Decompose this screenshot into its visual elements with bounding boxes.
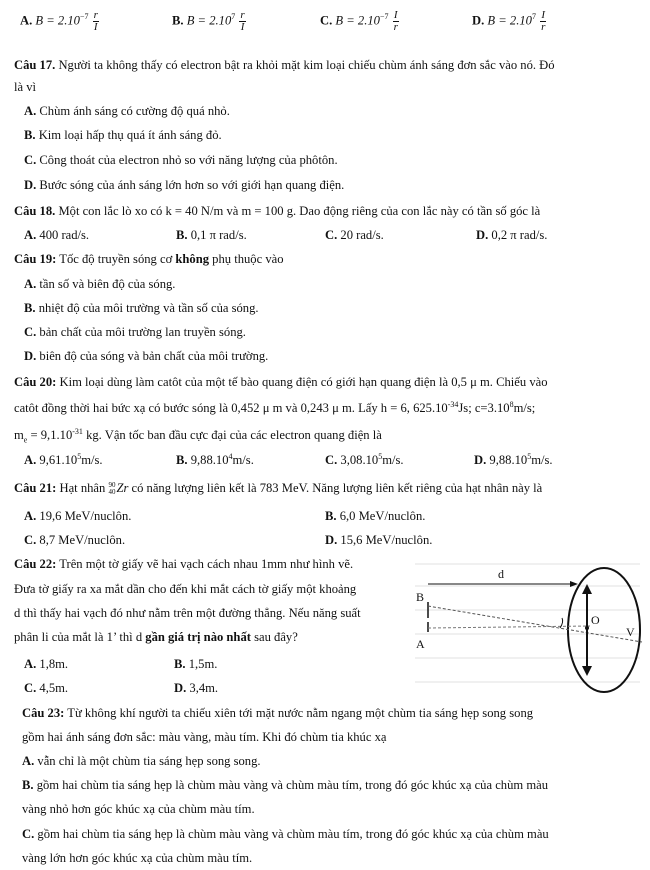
option-label: A. [22,754,35,768]
exponent: 5 [527,451,532,461]
numerator: r [240,9,245,21]
label-a: A [416,637,425,651]
q17-option-a [24,103,230,119]
option-label: A. [20,13,33,28]
question-text: phân li của mắt là 1’ thì d [14,630,146,644]
question-text: gồm hai ánh sáng đơn sắc: màu vàng, màu tím. Khi đó chùm tia khúc xạ [22,730,387,744]
q22-stem [14,556,353,572]
option-text: m/s. [81,453,103,467]
question-text: Người ta không thấy có electron bật ra khỏi mặt kim loại chiếu chùm ánh sáng đơn sắc vào nó. Đó [55,58,555,72]
q22-stem-line2 [14,581,356,597]
option-text: 1,5m. [185,657,218,671]
q22-option-a [24,656,68,672]
q22-option-b [174,656,217,672]
option-text: Bước sóng của ánh sáng lớn hơn so với giới hạn quang điện. [36,178,345,192]
option-text: 0,1 π rad/s. [187,228,247,242]
option-formula: B = 2.10 [35,13,80,28]
question-emphasis: gần giá trị nào nhất [145,630,251,644]
option-label: A. [24,509,37,523]
option-text: gồm hai chùm tia sáng hẹp là chùm màu vàng và chùm màu tím, trong đó góc khúc xạ của chùm màu [33,778,549,792]
q23-stem-line2 [22,729,386,745]
option-text: 4,5m. [36,681,69,695]
fraction [540,10,546,33]
q22-stem-line4 [14,629,298,645]
numerator: I [393,9,398,21]
q23-option-b-cont [22,801,255,817]
question-text: Từ không khí người ta chiếu xiên tới mặt nước nằm ngang một chùm tia sáng hẹp song song [64,706,534,720]
option-text: 19,6 MeV/nuclôn. [36,509,132,523]
option-text: 20 rad/s. [337,228,384,242]
option-text: Công thoát của electron nhỏ so với năng lượng của phôtôn. [36,153,338,167]
option-text: 1,8m. [36,657,69,671]
question-text: m [14,428,24,442]
q16-option-c [320,10,399,33]
q18-stem [14,203,540,219]
optical-center [585,626,589,630]
q21-option-c [24,532,125,548]
option-label: C. [24,325,37,339]
q23-stem [22,705,533,721]
option-formula: B = 2.10 [335,13,380,28]
nuclide-symbol: Zr [116,481,129,495]
question-text: Js; c=3.10 [458,401,510,415]
exponent: -31 [72,426,83,436]
q16-option-d [472,10,546,33]
option-label: B. [174,657,186,671]
question-text: Một con lắc lò xo có k = 40 N/m và m = 100 g. Dao động riêng của con lắc này có tần số góc là [55,204,541,218]
option-text: vẫn chỉ là một chùm tia sáng hẹp song song. [34,754,261,768]
question-label: Câu 21: [14,481,57,495]
option-text: vàng lớn hơn góc khúc xạ của chùm màu tím. [22,851,253,865]
option-formula: B = 2.10 [186,13,232,28]
q20-option-b [176,452,254,468]
q23-option-a [22,753,261,769]
option-label: B. [176,228,188,242]
q19-option-a [24,276,175,292]
question-text: Trên một tờ giấy vẽ hai vạch cách nhau 1mm như hình vẽ. [56,557,354,571]
option-label: C. [24,681,37,695]
option-label: A. [24,228,37,242]
option-label: A. [24,453,37,467]
q20-option-d [474,452,553,468]
option-text: 3,4m. [186,681,219,695]
option-text: tần số và biên độ của sóng. [36,277,176,291]
question-label: Câu 23: [22,706,65,720]
question-label: Câu 18. [14,204,56,218]
question-text: là vì [14,80,37,94]
option-text: nhiệt độ của môi trường và tần số của sóng. [35,301,259,315]
q20-stem-line2 [14,400,535,416]
option-label: C. [24,153,37,167]
mass-number: 90 [108,481,116,490]
option-text: 15,6 MeV/nuclôn. [337,533,433,547]
exponent: 7 [531,12,536,22]
ray-b [428,606,642,642]
question-text: Kim loại dùng làm catôt của một tế bào quang điện có giới hạn quang điện là 0,5 μ m. Chiếu vào [56,375,548,389]
option-formula: B = 2.10 [487,13,532,28]
label-d: d [498,567,504,581]
q23-option-c [22,826,549,842]
option-text: m/s. [232,453,254,467]
denominator: I [240,21,245,33]
q22-stem-line3 [14,605,361,621]
label-b: B [416,590,425,604]
option-label: B. [325,509,337,523]
q18-option-c [325,227,384,243]
option-label: B. [176,453,188,467]
option-text: 6,0 MeV/nuclôn. [336,509,426,523]
denominator: r [393,21,398,33]
option-text: m/s. [382,453,404,467]
question-label: Câu 22: [14,557,57,571]
q21-stem [14,480,542,496]
option-label: D. [24,349,37,363]
question-label: Câu 19: [14,252,57,266]
exponent: 5 [77,451,82,461]
q18-option-d [476,227,547,243]
option-label: B. [22,778,34,792]
option-label: D. [24,178,37,192]
q20-stem-line3 [14,427,382,443]
option-label: B. [24,128,36,142]
q20-option-c [325,452,404,468]
option-text: 9,88.10 [486,453,528,467]
q21-option-b [325,508,425,524]
option-text: 9,88.10 [187,453,229,467]
q18-option-a [24,227,89,243]
option-label: D. [325,533,338,547]
option-label: B. [172,13,184,28]
q19-option-d [24,348,268,364]
arrow-head-down [582,666,592,676]
q22-option-c [24,680,68,696]
q17-option-d [24,177,344,193]
q17-option-c [24,152,338,168]
atomic-number: 40 [108,488,116,497]
option-text: Chùm ánh sáng có cường độ quá nhỏ. [36,104,230,118]
q20-option-a [24,452,103,468]
option-label: A. [24,104,37,118]
option-text: m/s. [531,453,553,467]
question-text: catôt đồng thời hai bức xạ có bước sóng là 0,452 μ m và 0,243 μ m. Lấy h = 6, 625.10 [14,401,448,415]
q19-stem [14,251,284,267]
exponent: 7 [231,12,236,22]
question-label: Câu 20: [14,375,57,389]
q16-option-a [20,10,99,33]
option-label: C. [325,228,338,242]
exponent: 4 [228,451,233,461]
option-text: 400 rad/s. [36,228,90,242]
question-text: Hạt nhân [56,481,109,495]
exponent: −7 [79,12,89,22]
option-text: Kim loại hấp thụ quá ít ánh sáng đỏ. [35,128,222,142]
option-label: B. [24,301,36,315]
ray-a [428,626,590,628]
q19-option-b [24,300,259,316]
option-text: biên độ của sóng và bản chất của môi trường. [36,349,269,363]
q21-option-d [325,532,432,548]
angle-arc [560,618,563,628]
option-label: C. [325,453,338,467]
q17-option-b [24,127,222,143]
nuclide-numbers [108,482,115,496]
option-label: A. [24,277,37,291]
option-label: D. [472,13,485,28]
option-label: C. [22,827,35,841]
option-label: D. [174,681,187,695]
q16-option-b [172,10,246,33]
exponent: 5 [378,451,383,461]
option-label: C. [24,533,37,547]
numerator: r [93,9,98,21]
fraction [393,10,399,33]
option-text: 0,2 π rad/s. [488,228,548,242]
q20-stem [14,374,548,390]
q19-option-c [24,324,246,340]
question-text: = 9,1.10 [27,428,73,442]
option-text: 3,08.10 [337,453,379,467]
q17-stem [14,57,555,73]
denominator: r [541,21,546,33]
question-text: Đưa tờ giấy ra xa mắt dần cho đến khi mắt cách tờ giấy một khoảng [14,582,357,596]
exponent: -34 [447,399,459,409]
fraction [93,10,99,33]
q21-option-a [24,508,131,524]
option-text: bản chất của môi trường lan truyền sóng. [36,325,246,339]
q23-option-b [22,777,548,793]
question-label: Câu 17. [14,58,56,72]
question-text: Tốc độ truyền sóng cơ [56,252,176,266]
question-emphasis: không [175,252,210,266]
exponent: 8 [509,399,514,409]
option-label: D. [474,453,487,467]
label-v: V [626,625,635,639]
denominator: I [93,21,98,33]
option-label: A. [24,657,37,671]
question-text: m/s; [513,401,536,415]
fraction [239,10,245,33]
question-text: phụ thuộc vào [209,252,284,266]
option-text: 9,61.10 [36,453,78,467]
option-text: vàng nhỏ hơn góc khúc xạ của chùm màu tím. [22,802,255,816]
question-text: kg. Vận tốc ban đầu cực đại của các electron quang điện là [82,428,382,442]
subscript: e [23,435,28,445]
numerator: I [541,9,546,21]
question-text: có năng lượng liên kết là 783 MeV. Năng lượng liên kết riêng của hạt nhân này là [128,481,543,495]
q17-stem-cont [14,79,36,95]
option-text: gồm hai chùm tia sáng hẹp là chùm màu vàng và chùm màu tím, trong đó góc khúc xạ của chùm màu [34,827,549,841]
label-o: O [591,613,600,627]
question-text: sau đây? [250,630,298,644]
question-text: d thì thấy hai vạch đó như nằm trên một đường thẳng. Nếu năng suất [14,606,361,620]
q23-option-c-cont [22,850,252,866]
q18-option-b [176,227,247,243]
q22-option-d [174,680,218,696]
eye-diagram [410,556,646,696]
option-label: C. [320,13,333,28]
option-label: D. [476,228,489,242]
option-text: 8,7 MeV/nuclôn. [36,533,126,547]
exponent: −7 [379,12,389,22]
